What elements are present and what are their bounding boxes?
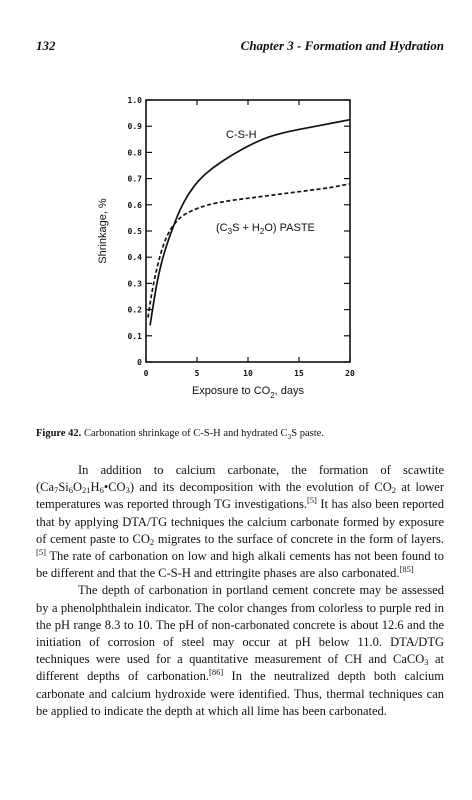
p1-text-i: migrates to the surface of concrete in the form of layers. bbox=[154, 531, 444, 546]
p2-text-c: In the neutralized depth both calcium carbonate and calcium hydroxide were identified. Thus, thermal techniques can be applied to indicate the depth at which all lime has been carbonated. bbox=[36, 669, 445, 718]
p1-ref-3: [85] bbox=[399, 564, 414, 575]
x-tick-label: 5 bbox=[194, 369, 200, 378]
p1-text-g: at lower temperatures was reported through TG investigations. bbox=[36, 480, 444, 512]
y-tick-label: 0.3 bbox=[127, 279, 142, 289]
series-line-paste bbox=[148, 184, 350, 318]
y-tick-label: 0.7 bbox=[127, 174, 142, 184]
x-tick-label: 20 bbox=[345, 369, 355, 378]
x-axis-ticks bbox=[144, 100, 355, 378]
shrinkage-chart bbox=[90, 88, 365, 408]
p2-sub-1: 3 bbox=[424, 657, 429, 668]
page-header bbox=[36, 38, 444, 58]
y-tick-label: 0.1 bbox=[127, 331, 142, 341]
p1-text-e: •CO bbox=[103, 480, 126, 495]
y-tick-label: 0.5 bbox=[127, 227, 142, 236]
x-tick-label: 0 bbox=[143, 369, 149, 378]
p2-text-b: at different depths of carbonation. bbox=[36, 652, 444, 684]
p1-ref-1: [5] bbox=[306, 495, 317, 506]
y-tick-label: 0.8 bbox=[127, 148, 142, 158]
p1-sub-4: 6 bbox=[99, 485, 104, 496]
p1-text-c: O bbox=[73, 480, 83, 495]
x-tick-label: 15 bbox=[294, 369, 304, 378]
body-text bbox=[36, 462, 444, 720]
p1-text-h: It has also been reported that by applying DTA/TG techniques the calcium carbonate formed by exposure of cement paste to CO bbox=[36, 497, 444, 546]
p1-text-b: Si bbox=[58, 480, 69, 495]
y-tick-label: 0.4 bbox=[127, 253, 142, 263]
figure-caption bbox=[36, 428, 444, 441]
annotation-csh: C-S-H bbox=[226, 129, 257, 141]
p1-sub-6: 2 bbox=[391, 485, 397, 496]
p1-text-f: ) and its decomposition with the evolution of CO bbox=[129, 480, 392, 495]
caption-text: Carbonation shrinkage of C-S-H and hydrated C bbox=[81, 428, 288, 439]
p2-text-a: The depth of carbonation in portland cement concrete may be assessed by a phenolphthalein indicator. The color changes from colorless to purple red in the pH range 8.3 to 10. The pH of non-carbonated concrete is about 12.6 and the initiation of corrosion of steel may occur at pH below 11.0. DTA/DTG techniques were used for a quantitative measurement of CH and CaCO bbox=[36, 583, 444, 667]
p1-sub-5: 3 bbox=[125, 485, 130, 496]
x-axis-label: Exposure to $CO_2$, days bbox=[191, 385, 305, 400]
p1-text-d: H bbox=[90, 480, 100, 495]
p1-ref-2: [5] bbox=[36, 547, 46, 558]
y-tick-label: 0 bbox=[137, 358, 142, 367]
paragraph-1 bbox=[36, 462, 444, 582]
paragraph-2 bbox=[36, 582, 444, 720]
p1-sub-7: 2 bbox=[149, 536, 155, 547]
y-tick-label: 0.9 bbox=[127, 122, 142, 132]
y-axis-label: Shrinkage, % bbox=[97, 198, 109, 264]
p1-sub-3: 21 bbox=[82, 485, 91, 496]
x-tick-label: 10 bbox=[243, 369, 253, 378]
caption-subscript: 3 bbox=[287, 432, 292, 442]
annotation-paste: $(C_3S + H_2O)$ PASTE bbox=[216, 222, 315, 236]
caption-label: Figure 42. bbox=[36, 428, 82, 439]
p2-ref-1: [86] bbox=[209, 667, 224, 678]
p1-text-j: The rate of carbonation on low and high alkali cements has not been found to be different and that the C-S-H and ettringite phases are also carbonated. bbox=[36, 549, 444, 581]
page-number: 132 bbox=[36, 38, 56, 53]
y-tick-label: 0.2 bbox=[127, 305, 142, 315]
p1-sub-2: 6 bbox=[68, 485, 73, 496]
y-tick-label: 1.0 bbox=[127, 96, 142, 105]
p1-text-a: In addition to calcium carbonate, the formation of scawtite (Ca bbox=[36, 463, 444, 495]
caption-tail: S paste. bbox=[291, 428, 324, 439]
p1-sub-1: 7 bbox=[54, 485, 59, 496]
y-tick-label: 0.6 bbox=[127, 200, 142, 210]
running-title: Chapter 3 - Formation and Hydration bbox=[240, 38, 444, 53]
